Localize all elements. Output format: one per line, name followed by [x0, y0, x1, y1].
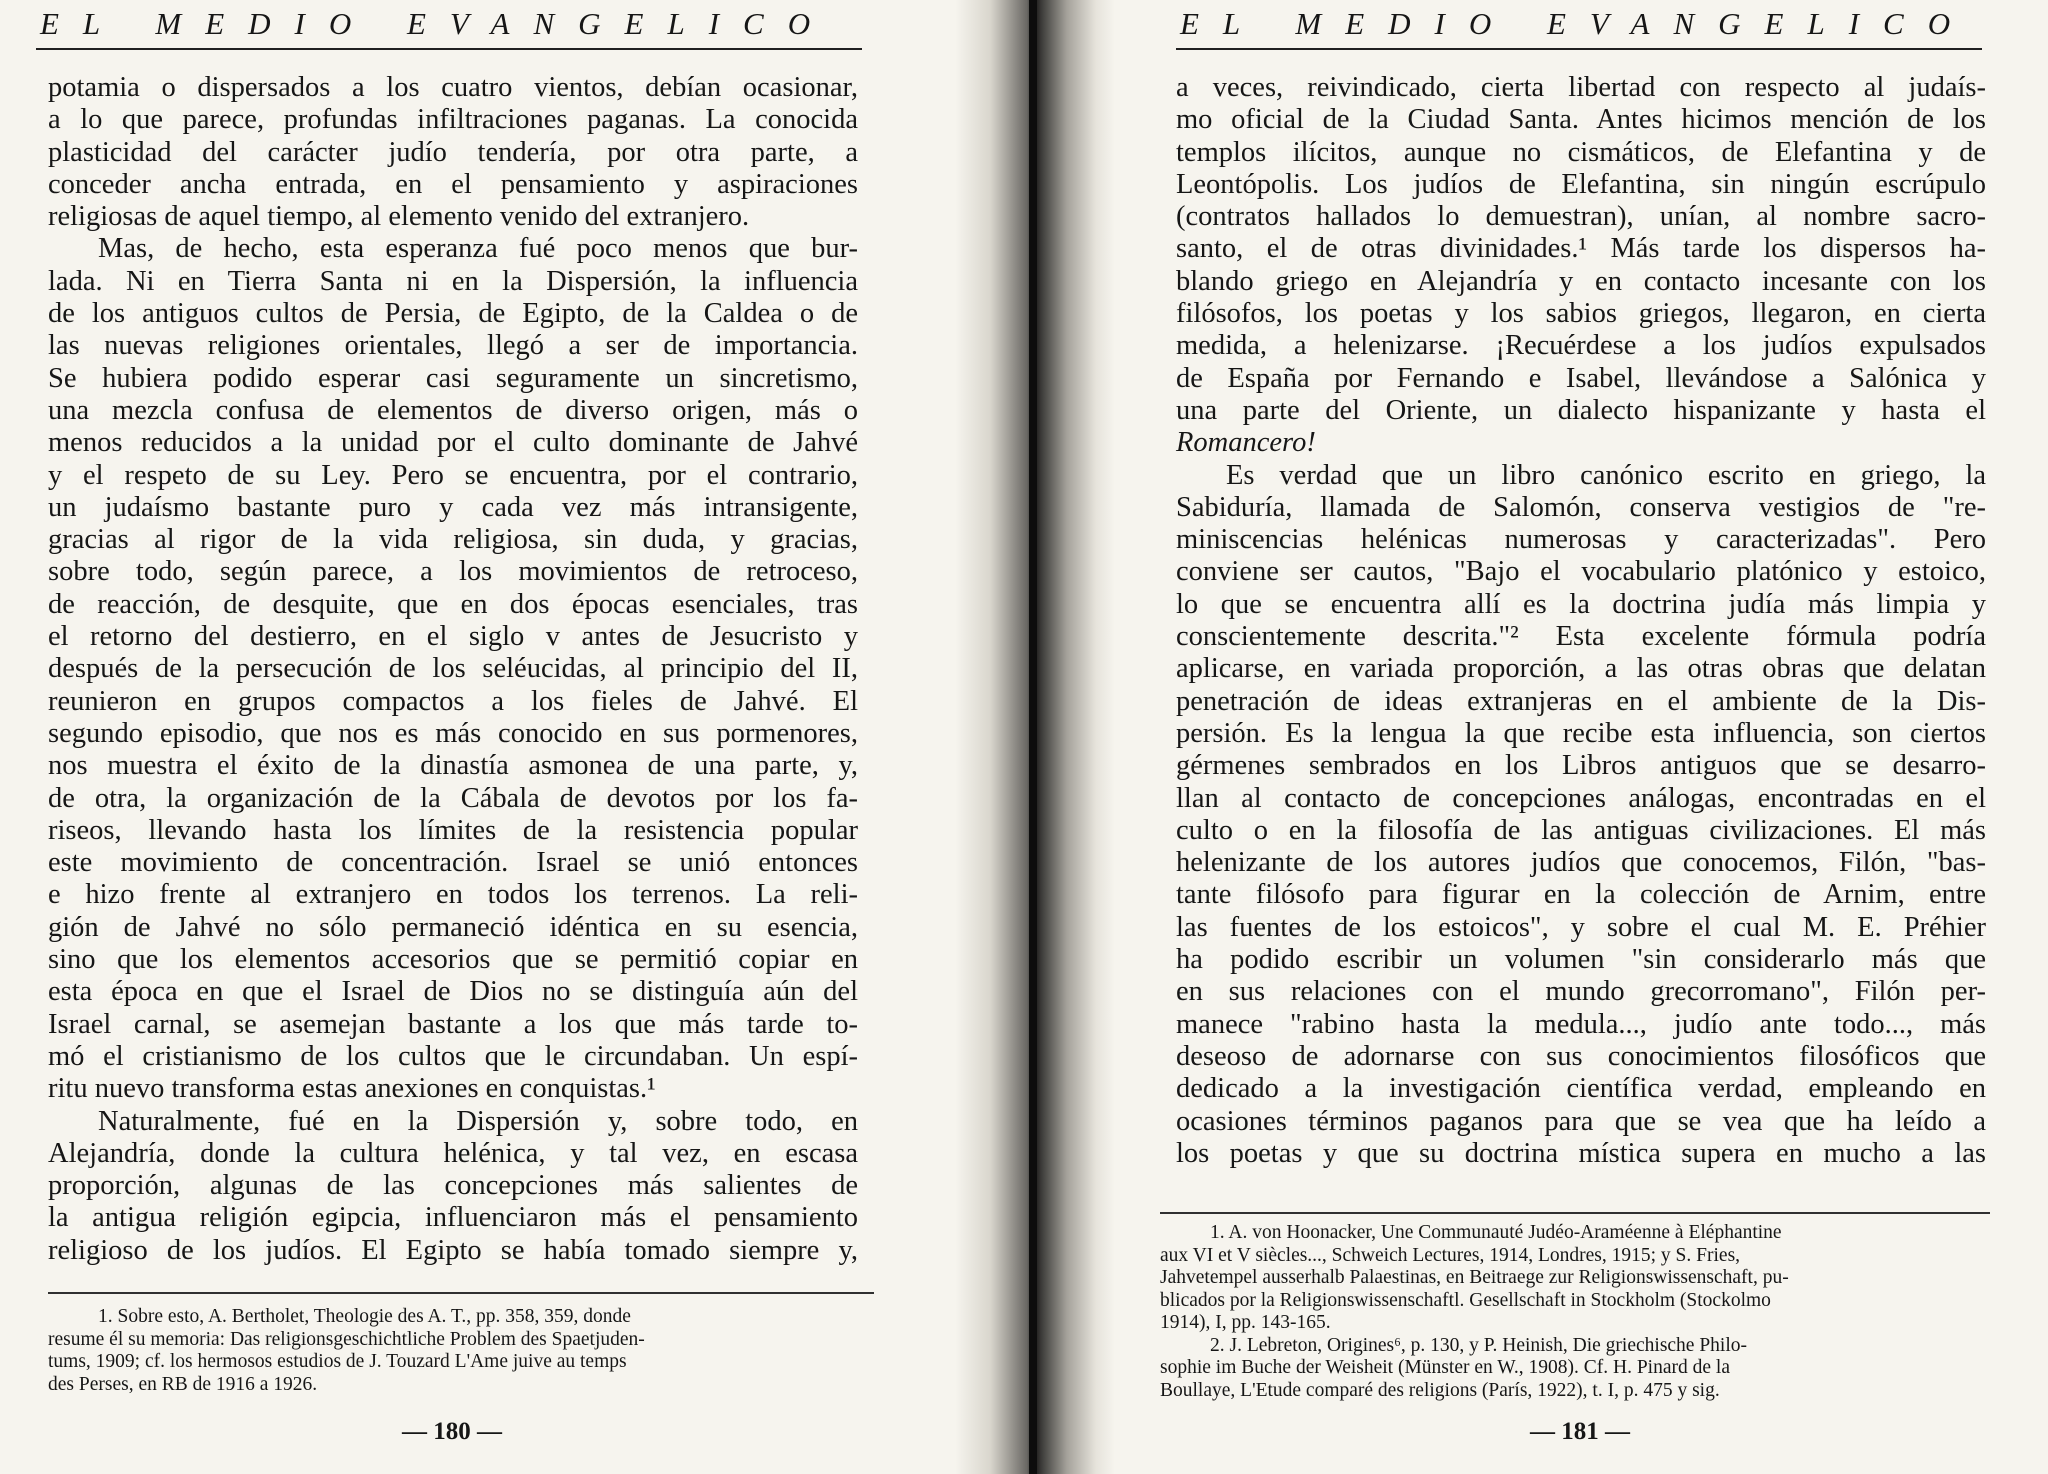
text-line: segundo episodio, que nos es más conocido en sus pormenores, [48, 717, 858, 749]
text-line: (contratos hallados lo demuestran), unían, al nombre sacro- [1176, 201, 1986, 233]
text-line: Mas, de hecho, esta esperanza fué poco menos que bur- [98, 233, 858, 265]
text-line: este movimiento de concentración. Israel se unió entonces [48, 847, 858, 879]
text-line: el retorno del destierro, en el siglo v antes de Jesucristo y [48, 621, 858, 653]
footnotes [1160, 1222, 1990, 1402]
text-line: sino que los elementos accesorios que se permitió copiar en [48, 944, 858, 976]
text-line: de otra, la organización de la Cábala de devotos por los fa- [48, 782, 858, 814]
text-line: e hizo frente al extranjero en todos los terrenos. La reli- [48, 879, 858, 911]
footnote-line: 1. A. von Hoonacker, Une Communauté Judéo-Araméenne à Eléphantine [1210, 1222, 1782, 1243]
text-line: proporción, algunas de las concepciones más salientes de [48, 1170, 858, 1202]
footnote-line: sophie im Buche der Weisheit (Münster en W., 1908). Cf. H. Pinard de la [1160, 1357, 1730, 1378]
text-line: manece "rabino hasta la medula..., judío ante todo..., más [1176, 1008, 1986, 1040]
footnote-line: aux VI et V siècles..., Schweich Lectures, 1914, Londres, 1915; y S. Fries, [1160, 1244, 1741, 1266]
text-line: llan al contacto de concepciones análogas, encontradas en el [1176, 782, 1986, 814]
text-line: miniscencias helénicas numerosas y caracterizadas". Pero [1176, 524, 1986, 556]
footnote-rule [1160, 1212, 1990, 1214]
text-line: nos muestra el éxito de la dinastía asmonea de una parte, y, [48, 750, 858, 782]
footnote-line: Jahvetempel ausserhalb Palaestinas, en Beitraege zur Religionswissenschaft, pu- [1160, 1267, 1789, 1288]
text-line: a lo que parece, profundas infiltraciones paganas. La conocida [48, 104, 858, 136]
footnote-line: blicados por la Religionswissenschaftl. Gesellschaft in Stockholm (Stockolmo [1160, 1289, 1771, 1311]
text-line: templos ilícitos, aunque no cismáticos, de Elefantina y de [1176, 136, 1986, 168]
text-line: sobre todo, según parece, a los movimientos de retroceso, [48, 556, 858, 588]
footnote-line: 2. J. Lebreton, Origines⁶, p. 130, y P. Heinish, Die griechische Philo- [1210, 1334, 1748, 1356]
text-line: potamia o dispersados a los cuatro vientos, debían ocasionar, [48, 72, 858, 103]
text-line: las fuentes de los estoicos", y sobre el cual M. E. Préhier [1176, 911, 1986, 943]
text-line: esta época en que el Israel de Dios no se distinguía aún del [48, 976, 858, 1008]
text-line: después de la persecución de los seléucidas, al principio del II, [48, 653, 858, 685]
footnote-rule [48, 1292, 874, 1294]
text-line: los poetas y que su doctrina mística supera en mucho a las [1176, 1137, 1986, 1169]
left-page [0, 0, 1000, 1474]
text-line: un judaísmo bastante puro y cada vez más intransigente, [48, 491, 858, 523]
footnote-line: resume él su memoria: Das religionsgeschichtliche Problem des Spaetjuden- [48, 1328, 645, 1350]
text-line: culto o en la filosofía de las antiguas civilizaciones. El más [1176, 814, 1986, 846]
text-line: menos reducidos a la unidad por el culto dominante de Jahvé [48, 427, 858, 459]
text-line: en sus relaciones con el mundo grecorromano", Filón per- [1176, 976, 1986, 1008]
text-line: y el respeto de su Ley. Pero se encuentra, por el contrario, [48, 459, 858, 491]
text-line: Romancero! [1176, 427, 1316, 459]
body-text [48, 72, 858, 1267]
text-line: ocasiones términos paganos para que se vea que ha leído a [1176, 1105, 1986, 1137]
text-line: Alejandría, donde la cultura helénica, y tal vez, en escasa [48, 1137, 858, 1169]
text-line: reunieron en grupos compactos a los fieles de Jahvé. El [48, 685, 858, 717]
text-line: blando griego en Alejandría y en contacto incesante con los [1176, 265, 1986, 297]
text-line: de los antiguos cultos de Persia, de Egipto, de la Caldea o de [48, 298, 858, 330]
text-line: penetración de ideas extranjeras en el ambiente de la Dis- [1176, 685, 1986, 717]
page-number: — 181 — [1530, 1418, 1630, 1445]
footnote-line: Boullaye, L'Etude comparé des religions (París, 1922), t. I, p. 475 y sig. [1160, 1379, 1720, 1401]
text-line: filósofos, los poetas y los sabios griegos, llegaron, en cierta [1176, 298, 1986, 330]
text-line: gión de Jahvé no sólo permaneció idéntica en su esencia, [48, 911, 858, 943]
footnote-line: tums, 1909; cf. los hermosos estudios de J. Touzard L'Ame juive au temps [48, 1351, 627, 1372]
text-line: Sabiduría, llamada de Salomón, conserva vestigios de "re- [1176, 491, 1986, 523]
text-line: Leontópolis. Los judíos de Elefantina, sin ningún escrúpulo [1176, 168, 1986, 200]
text-line: dedicado a la investigación científica verdad, empleando en [1176, 1073, 1986, 1105]
page-number: — 180 — [402, 1418, 502, 1445]
text-line: persión. Es la lengua la que recibe esta influencia, son ciertos [1176, 717, 1986, 749]
text-line: aplicarse, en variada proporción, a las otras obras que delatan [1176, 653, 1986, 685]
text-line: mo oficial de la Ciudad Santa. Antes hicimos mención de los [1176, 104, 1986, 136]
text-line: ritu nuevo transforma estas anexiones en conquistas.¹ [48, 1073, 656, 1105]
header-rule [1176, 48, 1982, 50]
body-text [1176, 72, 1986, 1170]
running-head: EL MEDIO EVANGELICO [1180, 6, 1975, 41]
text-line: una parte del Oriente, un dialecto hispanizante y hasta el [1176, 394, 1986, 426]
text-line: tante filósofo para figurar en la colección de Arnim, entre [1176, 879, 1986, 911]
text-line: gracias al rigor de la vida religiosa, sin duda, y gracias, [48, 524, 858, 556]
text-line: gérmenes sembrados en los Libros antiguos que se desarro- [1176, 750, 1986, 782]
text-line: medida, a helenizarse. ¡Recuérdese a los judíos expulsados [1176, 330, 1986, 362]
text-line: lo que se encuentra allí es la doctrina judía más limpia y [1176, 588, 1986, 620]
text-line: lada. Ni en Tierra Santa ni en la Dispersión, la influencia [48, 265, 858, 297]
text-line: de reacción, de desquite, que en dos épocas esenciales, tras [48, 588, 858, 620]
text-line: conscientemente descrita."² Esta excelente fórmula podría [1176, 621, 1986, 653]
text-line: conviene ser cautos, "Bajo el vocabulario platónico y estoico, [1176, 556, 1986, 588]
header-rule [36, 48, 862, 50]
text-line: Israel carnal, se asemejan bastante a los que más tarde to- [48, 1008, 858, 1040]
text-line: la antigua religión egipcia, influenciaron más el pensamiento [48, 1202, 858, 1234]
text-line: religioso de los judíos. El Egipto se había tomado siempre y, [48, 1234, 858, 1266]
footnotes [48, 1306, 868, 1396]
text-line: Es verdad que un libro canónico escrito en griego, la [1226, 459, 1986, 491]
text-line: helenizante de los autores judíos que conocemos, Filón, "bas- [1176, 847, 1986, 879]
text-line: las nuevas religiones orientales, llegó a ser de importancia. [48, 330, 858, 362]
text-line: Naturalmente, fué en la Dispersión y, sobre todo, en [98, 1105, 858, 1137]
running-head: EL MEDIO EVANGELICO [40, 6, 835, 41]
footnote-line: des Perses, en RB de 1916 a 1926. [48, 1373, 318, 1395]
text-line: de España por Fernando e Isabel, llevándose a Salónica y [1176, 362, 1986, 394]
book-gutter [955, 0, 1115, 1474]
footnote-line: 1. Sobre esto, A. Bertholet, Theologie des A. T., pp. 358, 359, donde [98, 1306, 631, 1327]
text-line: a veces, reivindicado, cierta libertad con respecto al judaís- [1176, 72, 1986, 103]
footnote-line: 1914), I, pp. 143-165. [1160, 1312, 1331, 1333]
text-line: deseoso de adornarse con sus conocimientos filosóficos que [1176, 1040, 1986, 1072]
text-line: conceder ancha entrada, en el pensamiento y aspiraciones [48, 168, 858, 200]
right-page [1000, 0, 2048, 1474]
text-line: religiosas de aquel tiempo, al elemento venido del extranjero. [48, 201, 750, 233]
text-line: Se hubiera podido esperar casi seguramente un sincretismo, [48, 362, 858, 394]
text-line: plasticidad del carácter judío tendería, por otra parte, a [48, 136, 858, 168]
text-line: riseos, llevando hasta los límites de la resistencia popular [48, 814, 858, 846]
text-line: mó el cristianismo de los cultos que le circundaban. Un espí- [48, 1040, 858, 1072]
text-line: santo, el de otras divinidades.¹ Más tarde los dispersos ha- [1176, 233, 1986, 265]
text-line: una mezcla confusa de elementos de diverso origen, más o [48, 394, 858, 426]
text-line: ha podido escribir un volumen "sin considerarlo más que [1176, 944, 1986, 976]
